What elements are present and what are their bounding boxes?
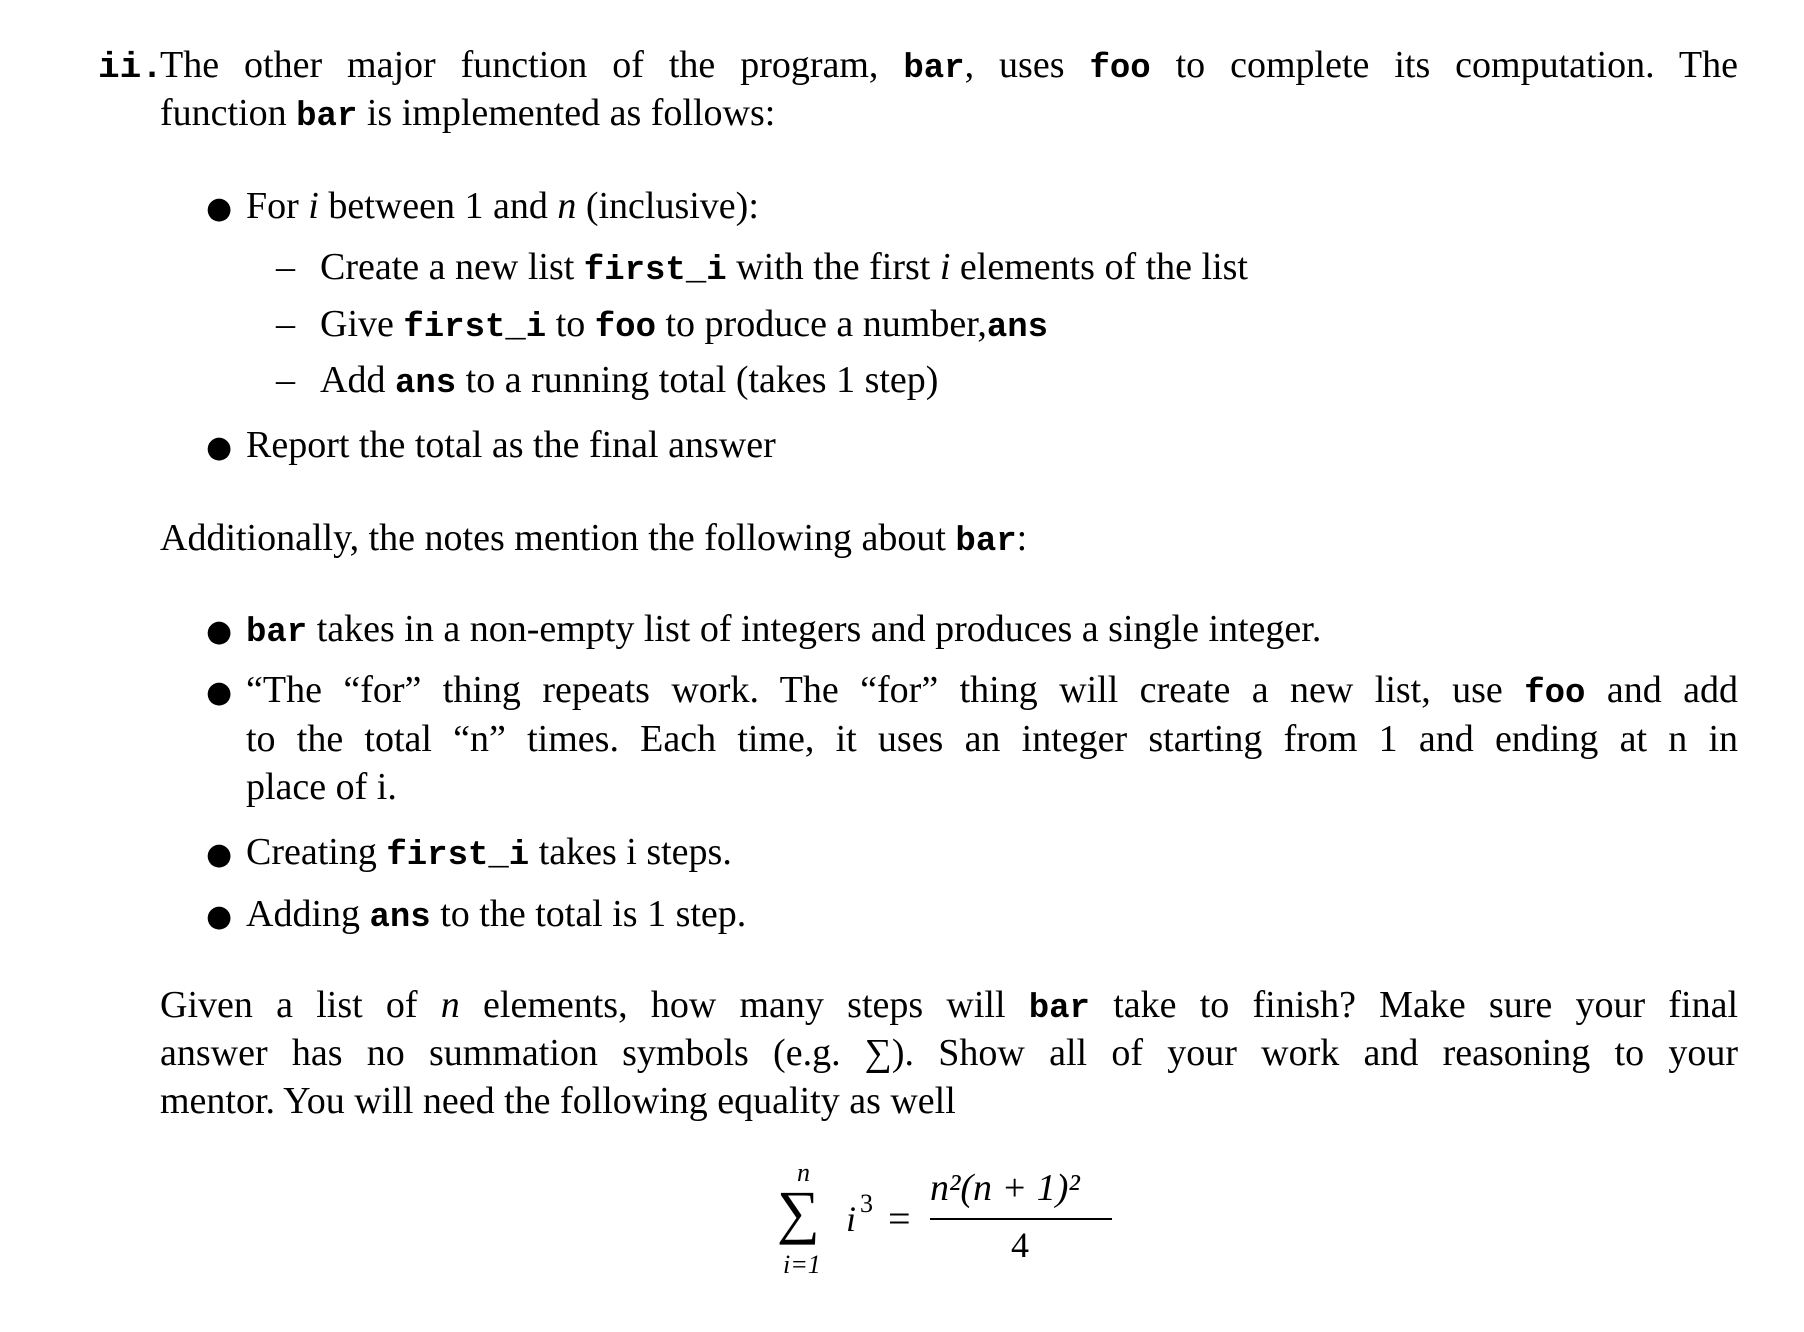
question-header-line-1 (98, 42, 163, 91)
sum-term-exponent: 3 (860, 1189, 873, 1218)
dash-icon: – (276, 359, 295, 401)
fraction-bar (930, 1218, 1112, 1220)
substep-add-total: Add ans to a running total (takes 1 step) (320, 359, 939, 403)
notes-intro: Additionally, the notes mention the following about bar: (160, 517, 1028, 561)
bullet-icon: ● (206, 837, 233, 872)
question-line-2: answer has no summation symbols (e.g. ∑). Show all of your work and reasoning to your (160, 1032, 1738, 1074)
sum-term: i (846, 1199, 857, 1239)
bullet-icon: ● (206, 430, 233, 465)
note-for-thing-line-3: place of i. (246, 766, 397, 808)
dash-icon: – (276, 246, 295, 288)
question-intro-line-1: The other major function of the program, bar, uses foo to complete its computation. The (160, 44, 1738, 88)
equals-sign: = (888, 1196, 911, 1241)
step-for-loop: For i between 1 and n (inclusive): (246, 185, 759, 227)
step-report: Report the total as the final answer (246, 424, 776, 466)
note-adding-ans: Adding ans to the total is 1 step. (246, 893, 747, 937)
question-intro-line-2: function bar is implemented as follows: (160, 92, 776, 136)
note-bar-signature: bar takes in a non-empty list of integers and produces a single integer. (246, 608, 1322, 652)
question-label: ii. (98, 47, 163, 88)
code-foo: foo (1089, 50, 1151, 88)
note-for-thing-line-1: “The “for” thing repeats work. The “for” thing will create a new list, use foo and add (246, 669, 1738, 713)
sum-upper-limit: n (797, 1158, 810, 1187)
code-bar: bar (903, 50, 965, 88)
substep-give-foo: Give first_i to foo to produce a number,ans (320, 303, 1049, 347)
substep-create-list: Create a new list first_i with the first i elements of the list (320, 246, 1248, 290)
bullet-icon: ● (206, 899, 233, 934)
bullet-icon: ● (206, 191, 233, 226)
note-creating-first-i: Creating first_i takes i steps. (246, 831, 732, 875)
bullet-icon: ● (206, 675, 233, 710)
sum-lower-limit: i=1 (783, 1250, 821, 1279)
fraction-numerator: n²(n + 1)² (930, 1167, 1080, 1209)
bullet-icon: ● (206, 614, 233, 649)
note-for-thing-line-2: to the total “n” times. Each time, it uses an integer starting from 1 and ending at n in (246, 718, 1738, 760)
question-line-3: mentor. You will need the following equality as well (160, 1080, 956, 1122)
sigma-icon: ∑ (777, 1179, 820, 1245)
code-bar: bar (296, 98, 358, 136)
fraction-denominator: 4 (1011, 1225, 1029, 1265)
question-line-1: Given a list of n elements, how many steps will bar take to finish? Make sure your final (160, 984, 1738, 1028)
dash-icon: – (276, 303, 295, 345)
